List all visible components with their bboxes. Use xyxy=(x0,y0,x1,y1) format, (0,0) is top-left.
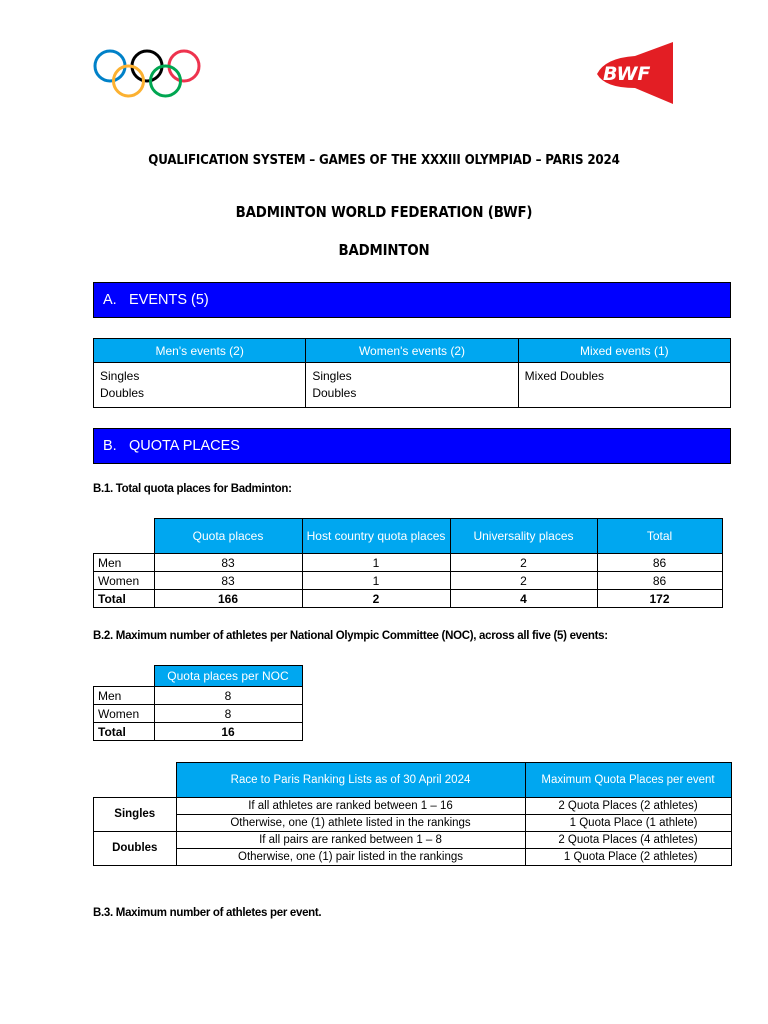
events-header-mixed: Mixed events (1) xyxy=(518,339,730,363)
cell: 4 xyxy=(450,590,597,608)
table-row xyxy=(94,815,732,832)
cell: 83 xyxy=(154,554,302,572)
b2-subtitle: B.2. Maximum number of athletes per National Olympic Committee (NOC), across all five (5) events: xyxy=(93,630,608,642)
event-item: Doubles xyxy=(100,386,145,400)
cell: 172 xyxy=(597,590,722,608)
table-row-total xyxy=(94,723,303,741)
table-row xyxy=(94,705,303,723)
section-b-title: QUOTA PLACES xyxy=(129,438,240,454)
quota-places-table xyxy=(93,518,723,608)
quota-header-universality: Universality places xyxy=(450,519,597,554)
section-b-number: B. xyxy=(103,438,117,454)
rank-header-blank xyxy=(94,763,177,798)
ring-blue xyxy=(95,51,125,81)
group-label-singles: Singles xyxy=(94,798,177,832)
federation-title: BADMINTON WORLD FEDERATION (BWF) xyxy=(235,203,533,221)
event-item: Doubles xyxy=(312,386,357,400)
table-row xyxy=(94,572,723,590)
cell: 2 xyxy=(302,590,450,608)
sport-title: BADMINTON xyxy=(338,241,430,259)
cell: 8 xyxy=(154,705,302,723)
b3-subtitle: B.3. Maximum number of athletes per event. xyxy=(93,907,322,919)
section-a-bar xyxy=(93,282,731,318)
cell: 2 xyxy=(450,572,597,590)
olympic-rings-logo xyxy=(92,48,202,100)
table-row xyxy=(94,687,303,705)
cell: 1 xyxy=(302,572,450,590)
events-mixed-cell xyxy=(518,363,730,408)
events-body-row xyxy=(94,363,731,408)
bwf-logo xyxy=(595,42,675,104)
quota-header-total: Total xyxy=(597,519,722,554)
row-label: Men xyxy=(94,687,155,705)
condition-cell: If all pairs are ranked between 1 – 8 xyxy=(176,832,525,849)
row-label: Women xyxy=(94,572,155,590)
cell: 2 xyxy=(450,554,597,572)
row-label: Total xyxy=(94,723,155,741)
events-header-men: Men's events (2) xyxy=(94,339,306,363)
quota-header-blank xyxy=(94,519,155,554)
noc-quota-table xyxy=(93,665,303,741)
table-row xyxy=(94,554,723,572)
section-a-number: A. xyxy=(103,292,117,308)
ring-green xyxy=(151,66,181,96)
events-women-cell xyxy=(306,363,518,408)
events-header-women: Women's events (2) xyxy=(306,339,518,363)
cell: 1 xyxy=(302,554,450,572)
row-label: Total xyxy=(94,590,155,608)
events-table xyxy=(93,338,731,408)
section-b-bar xyxy=(93,428,731,464)
cell: 166 xyxy=(154,590,302,608)
events-header-row xyxy=(94,339,731,363)
quota-header-row xyxy=(94,519,723,554)
condition-cell: If all athletes are ranked between 1 – 16 xyxy=(176,798,525,815)
condition-cell: Otherwise, one (1) pair listed in the rankings xyxy=(176,849,525,866)
bwf-logo-text: BWF xyxy=(603,63,651,85)
table-row xyxy=(94,798,732,815)
ring-red xyxy=(169,51,199,81)
rank-header-max: Maximum Quota Places per event xyxy=(525,763,731,798)
events-men-cell xyxy=(94,363,306,408)
quota-header-quota: Quota places xyxy=(154,519,302,554)
table-row xyxy=(94,849,732,866)
qualification-title: QUALIFICATION SYSTEM – GAMES OF THE XXXIII OLYMPIAD – PARIS 2024 xyxy=(148,152,620,168)
section-a-title: EVENTS (5) xyxy=(129,292,209,308)
noc-header-row xyxy=(94,666,303,687)
table-row-total xyxy=(94,590,723,608)
cell: 16 xyxy=(154,723,302,741)
cell: 86 xyxy=(597,554,722,572)
cell: 86 xyxy=(597,572,722,590)
ring-black xyxy=(132,51,162,81)
noc-header: Quota places per NOC xyxy=(154,666,302,687)
row-label: Women xyxy=(94,705,155,723)
ranking-quota-table xyxy=(93,762,732,866)
condition-cell: Otherwise, one (1) athlete listed in the rankings xyxy=(176,815,525,832)
row-label: Men xyxy=(94,554,155,572)
event-item: Singles xyxy=(312,369,352,383)
rank-header-row xyxy=(94,763,732,798)
quota-header-host: Host country quota places xyxy=(302,519,450,554)
event-item: Singles xyxy=(100,369,140,383)
ring-yellow xyxy=(114,66,144,96)
rank-header-ranking: Race to Paris Ranking Lists as of 30 April 2024 xyxy=(176,763,525,798)
max-cell: 2 Quota Places (2 athletes) xyxy=(525,798,731,815)
group-label-doubles: Doubles xyxy=(94,832,177,866)
table-row xyxy=(94,832,732,849)
max-cell: 2 Quota Places (4 athletes) xyxy=(525,832,731,849)
cell: 8 xyxy=(154,687,302,705)
max-cell: 1 Quota Place (2 athletes) xyxy=(525,849,731,866)
max-cell: 1 Quota Place (1 athlete) xyxy=(525,815,731,832)
noc-header-blank xyxy=(94,666,155,687)
cell: 83 xyxy=(154,572,302,590)
event-item: Mixed Doubles xyxy=(524,369,605,383)
b1-subtitle: B.1. Total quota places for Badminton: xyxy=(93,483,292,495)
